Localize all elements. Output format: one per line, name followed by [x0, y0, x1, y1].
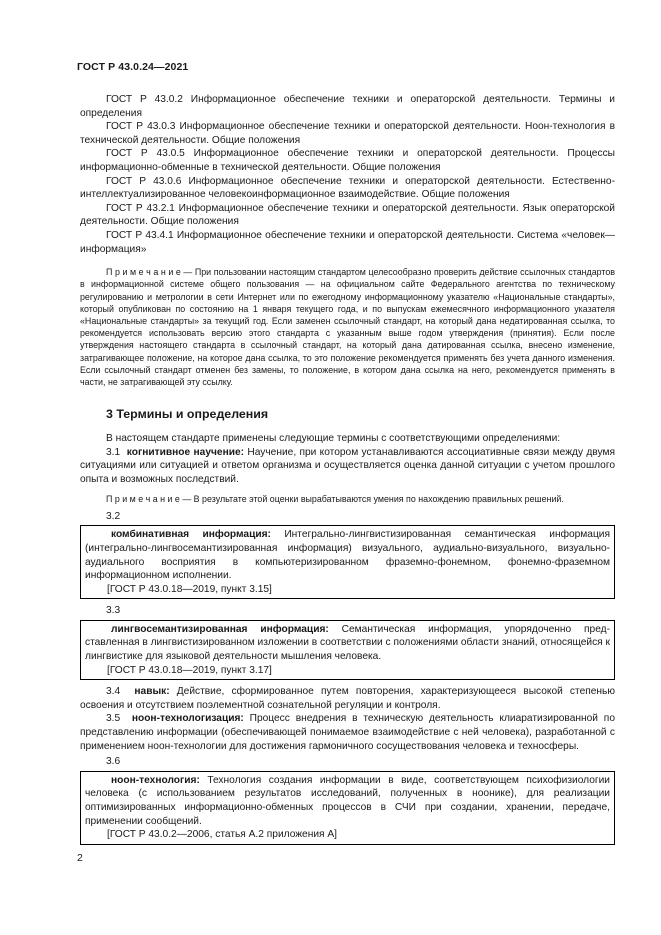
term-number: 3.1 [106, 446, 121, 458]
ref-item: ГОСТ Р 43.2.1 Информационное обеспечение техники и операторской деятельности. Язык операторской деятельности. Общие положения [80, 202, 615, 228]
term-source: [ГОСТ Р 43.0.18—2019, пункт 3.15] [107, 583, 272, 595]
term-definition: Действие, сформированное путем повторения, характеризующееся высокой степенью освоения и отсутствием поэлементной сознательной регуляции и контроля. [80, 686, 615, 711]
section-intro: В настоящем стандарте применены следующие термины с соответствующими определениями: [106, 433, 561, 445]
section-title: 3 Термины и определения [106, 407, 269, 422]
term-number: 3.6 [106, 756, 121, 768]
term-3-5 [80, 712, 615, 753]
ref-item: ГОСТ Р 43.0.6 Информационное обеспечение техники и операторской деятельности. Естественно-интеллектуализированное человекоинформационное взаимодействие. Общие положения [80, 175, 615, 201]
term-definition: Интегрально-лингвистизированная семантическая информация (интегрально-лингвосемантизированная информация) визуального, аудиально-визуального, визуально-аудиального восприятия в компьютеризированном фраземно-фонемном, фонемно-фраземном информационном исполнении. [85, 529, 610, 582]
ref-item: ГОСТ Р 43.0.5 Информационное обеспечение техники и операторской деятельности. Процессы информационно-обменные в технической деятельности. Общие положения [80, 148, 615, 173]
term-definition: Технология создания информации в виде, соответствующем психофизиологии человека (с использованием результатов исследований, полученных в ноонике), для реализации оптимизированных информационно-обменных процессов в СЧИ при создании, хранении, передаче, применении сообщений. [85, 774, 610, 827]
term-name: лингвосемантизированная информация: [111, 623, 329, 635]
ref-item: ГОСТ Р 43.0.3 Информационное обеспечение техники и операторской деятельности. Ноон-технология в технической деятельности. Общие положения [80, 121, 615, 146]
term-definition: Семантическая информация, упорядоченно представленная в лингвистизированном изложении в соответствии с положениями области знаний, относящейся к лингвистике для языковой деятельности мышления человека. [85, 623, 610, 663]
page-header: ГОСТ Р 43.0.24—2021 [77, 61, 189, 73]
term-number: 3.5 [106, 713, 121, 725]
note-term-3-1 [80, 493, 615, 505]
term-box-3-2 [80, 525, 615, 599]
term-3-3 [85, 623, 610, 664]
term-source: [ГОСТ Р 43.0.2—2006, статья А.2 приложения А] [107, 829, 338, 841]
term-name: навык: [134, 686, 170, 698]
ref-item: ГОСТ Р 43.0.2 Информационное обеспечение техники и операторской деятельности. Термины и определения [80, 94, 615, 119]
term-source: [ГОСТ Р 43.0.18—2019, пункт 3.17] [107, 664, 272, 676]
note-text: — При пользовании настоящим стандартом целесообразно проверить действие ссылочных стандартов в информационной системе общего пользования — на официальном сайте Федерального агентства по техническому регулированию и метрологии в сети Интернет или по ежегодному информационному указателю «Национальные стандарты», который опубликован по состоянию на 1 января текущего года, и по выпускам ежемесячного информационного указателя «Национальные стандарты» за текущий год. Если заменен ссылочный стандарт, на который дана недатированная ссылка, то рекомендуется использовать версию этого стандарта с указанным выше годом утверждения (принятия). Если после утверждения настоящего стандарта в ссылочный стандарт, на который дана датированная ссылка, внесено изменение, затрагивающее положение, на которое дана ссылка, то это положение рекомендуется применять без учета данного изменения. Если ссылочный стандарт отменен без замены, то положение, в котором дана ссылка на него, рекомендуется применять в части, не затрагивающей эту ссылку. [80, 267, 615, 387]
term-3-6 [85, 774, 610, 828]
page-content [80, 93, 615, 845]
term-number: 3.3 [106, 605, 121, 617]
page-number: 2 [77, 852, 83, 864]
term-3-1 [80, 446, 615, 487]
term-box-3-3 [80, 620, 615, 680]
ref-item: ГОСТ Р 43.4.1 Информационное обеспечение техники и операторской деятельности. Система «человек—информация» [80, 229, 615, 255]
term-definition: Процесс внедрения в техническую деятельность клиаратизированной по представлению информации (обеспечивающей понимаемое взаимодействие с ней человека), разработанной с применением ноон-технологии для достижения гармоничного сосуществования человека и техносферы. [80, 713, 615, 752]
note-references [80, 266, 615, 388]
term-name: когнитивное научение: [126, 446, 245, 458]
term-3-2 [85, 528, 610, 582]
term-number: 3.2 [106, 510, 121, 522]
term-name: ноон-технология: [111, 774, 200, 786]
term-box-3-6 [80, 771, 615, 845]
note-text: — В результате этой оценки вырабатываются умения по нахождению правильных решений. [179, 493, 564, 504]
term-3-4 [80, 685, 615, 712]
note-label: П р и м е ч а н и е [106, 493, 180, 504]
term-definition: Научение, при котором устанавливаются ассоциативные связи между двумя ситуациями или ситуацией и ответом организма и осуществляется оценка данной ситуации с учетом прошлого опыта и возможных последствий. [80, 446, 615, 485]
term-name: ноон-технологизация: [131, 713, 244, 725]
term-name: комбинативная информация: [111, 529, 271, 541]
note-label: П р и м е ч а н и е [106, 267, 181, 278]
term-number: 3.4 [106, 686, 121, 698]
